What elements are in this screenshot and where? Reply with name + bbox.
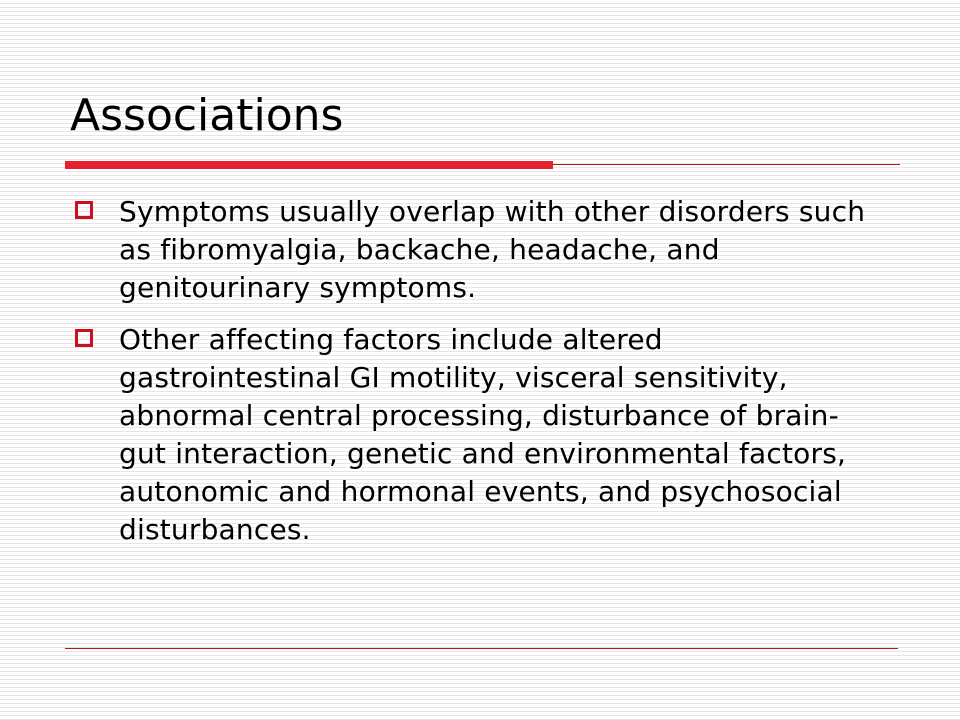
bullet-item <box>74 193 884 307</box>
hollow-square-icon <box>75 329 93 347</box>
title-underline-accent <box>65 161 553 169</box>
title-underline-rule <box>553 164 900 165</box>
slide-title: Associations <box>70 90 344 141</box>
hollow-square-icon <box>75 201 93 219</box>
bullet-list <box>74 193 884 563</box>
bullet-text: Symptoms usually overlap with other disorders such as fibromyalgia, backache, headache, and genitourinary symptoms. <box>119 195 866 304</box>
footer-divider <box>65 648 898 649</box>
bullet-item <box>74 321 884 549</box>
bullet-text: Other affecting factors include altered gastrointestinal GI motility, visceral sensitivity, abnormal central processing, disturbance of brain-gut interaction, genetic and environmental factors, autonomic and hormonal events, and psychosocial disturbances. <box>119 323 847 546</box>
